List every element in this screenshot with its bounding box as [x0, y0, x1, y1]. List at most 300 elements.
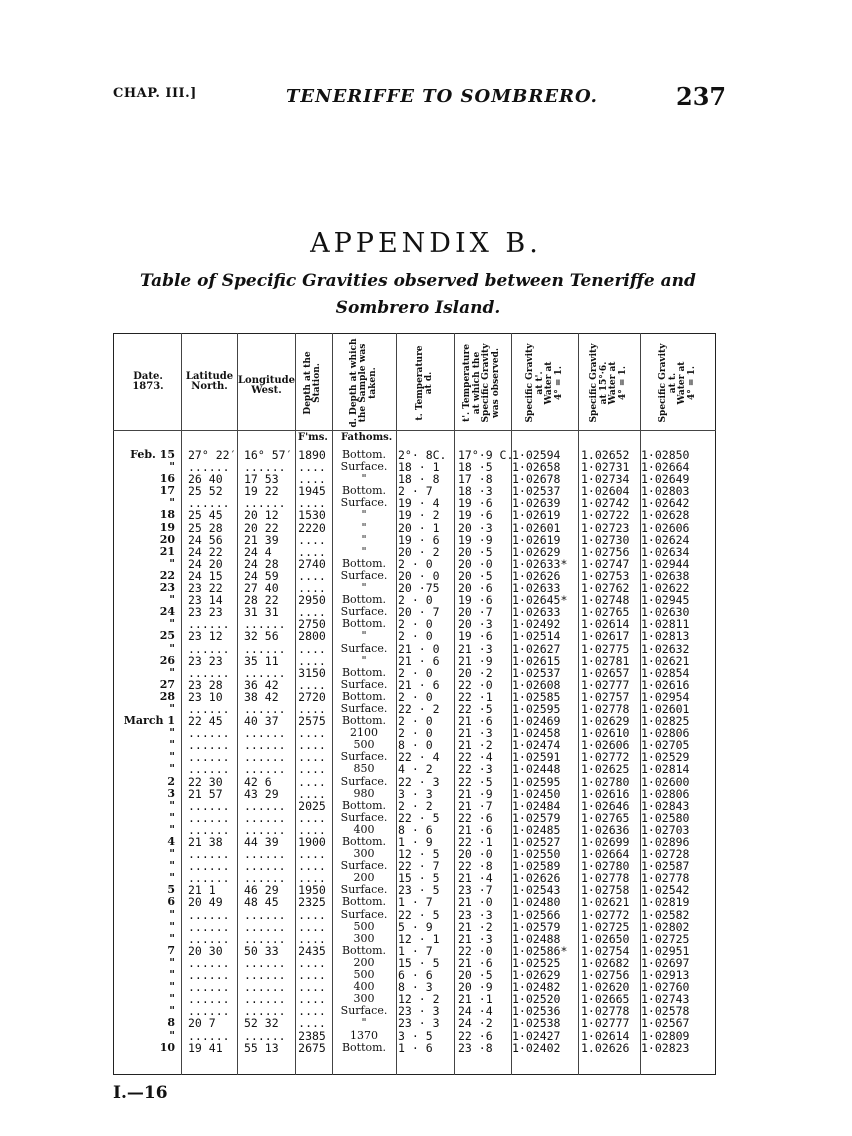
cell-temperature: 3 · 3: [398, 786, 433, 801]
cell-sg-at-15: 1·02756: [581, 968, 630, 983]
cell-temperature: 19 · 2: [398, 508, 440, 523]
cell-date: 3: [167, 786, 175, 800]
cell-temperature: 8 · 0: [398, 738, 433, 753]
cell-obs-temperature: 24 ·2: [458, 1016, 493, 1031]
cell-sample-depth: Bottom.: [341, 798, 387, 812]
cell-sg-at-t: 1·02628: [641, 508, 690, 523]
cell-temperature: 23 · 5: [398, 883, 440, 898]
cell-sg-at-t-prime: 1·02482: [512, 980, 561, 995]
cell-longitude: 21 39: [244, 532, 279, 547]
cell-sg-at-t-prime: 1·02629: [512, 544, 561, 559]
cell-sg-at-t-prime: 1·02619: [512, 508, 561, 523]
cell-longitude: 28 22: [244, 593, 279, 608]
cell-date: ": [169, 871, 175, 885]
cell-obs-temperature: 19 ·6: [458, 629, 493, 644]
signature-mark: I.—16: [113, 1083, 168, 1103]
cell-sg-at-t-prime: 1·02538: [512, 1016, 561, 1031]
cell-sg-at-t-prime: 1·02594: [512, 448, 561, 462]
cell-latitude: 25 52: [188, 484, 223, 499]
cell-date: ": [169, 641, 175, 655]
cell-depth: ....: [298, 992, 326, 1007]
cell-latitude: 21 38: [188, 835, 223, 849]
cell-sg-at-t: 1·02587: [641, 859, 690, 874]
cell-latitude: ......: [188, 847, 230, 862]
cell-date: 20: [159, 532, 175, 546]
cell-sg-at-15: 1·02765: [581, 605, 630, 620]
cell-depth: 2675: [298, 1040, 326, 1055]
cell-date: ": [169, 556, 175, 570]
cell-sample-depth: ": [361, 520, 367, 534]
cell-sample-depth: ": [361, 472, 367, 486]
cell-longitude: 46 29: [244, 883, 279, 898]
cell-latitude: 22 45: [188, 714, 223, 729]
cell-sg-at-t: 1·02803: [641, 484, 690, 499]
cell-longitude: ......: [244, 810, 286, 825]
cell-depth: ....: [298, 774, 326, 789]
cell-longitude: ......: [244, 919, 286, 934]
cell-obs-temperature: 20 ·6: [458, 581, 493, 596]
cell-latitude: 23 10: [188, 689, 223, 704]
cell-sg-at-t-prime: 1·02619: [512, 532, 561, 547]
cell-sg-at-t: 1·02813: [641, 629, 690, 644]
cell-sg-at-t: 1·02728: [641, 847, 690, 862]
header-sg-t-prime: Specific Gravity at t'. Water at 4° = 1.: [525, 343, 564, 423]
cell-temperature: 22 · 3: [398, 774, 440, 789]
cell-depth: ....: [298, 822, 326, 837]
cell-date: 27: [159, 677, 175, 691]
cell-depth: ....: [298, 980, 326, 995]
cell-date: ": [169, 822, 175, 836]
cell-date: 5: [167, 883, 175, 897]
cell-latitude: 23 28: [188, 677, 223, 692]
cell-sg-at-15: 1·02730: [581, 532, 630, 547]
cell-sample-depth: Surface.: [340, 460, 388, 474]
cell-sg-at-t: 1·02854: [641, 665, 690, 680]
cell-depth: 2025: [298, 798, 326, 813]
cell-sg-at-15: 1·02625: [581, 762, 630, 777]
header-latitude: Latitude North.: [185, 371, 234, 392]
cell-sg-at-t: 1·02819: [641, 895, 690, 910]
cell-date: ": [169, 1004, 175, 1018]
cell-temperature: 19 · 4: [398, 496, 440, 511]
cell-latitude: ......: [188, 1004, 230, 1019]
appendix-title: APPENDIX B.: [310, 228, 542, 259]
cell-sg-at-t: 1·02802: [641, 919, 690, 934]
cell-date: 25: [159, 629, 175, 643]
cell-latitude: 24 20: [188, 556, 223, 571]
cell-sample-depth: Surface.: [340, 568, 388, 582]
cell-sg-at-t: 1·02705: [641, 738, 690, 753]
cell-longitude: ......: [244, 641, 286, 656]
cell-sg-at-t: 1·02621: [641, 653, 690, 668]
cell-sg-at-t-prime: 1·02474: [512, 738, 561, 753]
cell-sg-at-t-prime: 1·02601: [512, 520, 561, 535]
cell-depth: 3150: [298, 665, 326, 680]
cell-date: ": [169, 859, 175, 873]
cell-sample-depth: 500: [353, 738, 375, 752]
cell-latitude: ......: [188, 617, 230, 632]
cell-sample-depth: Surface.: [340, 750, 388, 764]
cell-obs-temperature: 22 ·1: [458, 835, 493, 849]
cell-sample-depth: Surface.: [340, 774, 388, 788]
cell-sample-depth: ": [361, 629, 367, 643]
cell-obs-temperature: 21 ·3: [458, 931, 493, 946]
cell-sample-depth: Bottom.: [341, 895, 387, 909]
cell-date: ": [169, 907, 175, 921]
cell-sg-at-t: 1·02843: [641, 798, 690, 813]
cell-temperature: 2 · 0: [398, 689, 433, 704]
cell-latitude: 20 30: [188, 943, 223, 958]
cell-latitude: ......: [188, 919, 230, 934]
cell-sg-at-15: 1·02778: [581, 871, 630, 886]
cell-date: 6: [167, 895, 175, 909]
cell-date: ": [169, 847, 175, 861]
cell-temperature: 18 · 8: [398, 472, 440, 487]
cell-latitude: ......: [188, 968, 230, 983]
cell-sg-at-15: 1·02620: [581, 980, 630, 995]
cell-obs-temperature: 17 ·8: [458, 472, 493, 487]
cell-longitude: ......: [244, 460, 286, 475]
cell-sg-at-15: 1·02772: [581, 750, 630, 765]
column-divider: [396, 333, 397, 1075]
cell-sg-at-15: 1·02780: [581, 774, 630, 789]
cell-longitude: ......: [244, 617, 286, 632]
cell-obs-temperature: 20 ·5: [458, 568, 493, 583]
cell-sg-at-t-prime: 1·02626: [512, 871, 561, 886]
cell-longitude: ......: [244, 798, 286, 813]
cell-depth: ....: [298, 907, 326, 922]
cell-latitude: 21 1: [188, 883, 216, 898]
cell-depth: 1945: [298, 484, 326, 499]
cell-date: ": [169, 931, 175, 945]
cell-sample-depth: Surface.: [340, 701, 388, 715]
cell-temperature: 18 · 1: [398, 460, 440, 475]
cell-sg-at-t-prime: 1·02658: [512, 460, 561, 475]
unit-d: Fathoms.: [341, 432, 393, 443]
cell-sg-at-t: 1·02809: [641, 1028, 690, 1043]
cell-longitude: ......: [244, 859, 286, 874]
cell-sample-depth: Bottom.: [341, 617, 387, 631]
running-title: TENERIFFE TO SOMBRERO.: [286, 86, 598, 107]
cell-depth: ....: [298, 859, 326, 874]
cell-sg-at-15: 1·02758: [581, 883, 630, 898]
cell-longitude: 16° 57′: [244, 448, 293, 462]
cell-temperature: 2 · 7: [398, 484, 433, 499]
cell-sg-at-t: 1·02630: [641, 605, 690, 620]
cell-latitude: 24 15: [188, 568, 223, 583]
cell-temperature: 15 · 5: [398, 871, 440, 886]
cell-temperature: 3 · 5: [398, 1028, 433, 1043]
cell-sg-at-15: 1·02722: [581, 508, 630, 523]
cell-sg-at-15: 1·02756: [581, 544, 630, 559]
cell-sample-depth: 850: [353, 762, 375, 776]
cell-sg-at-t-prime: 1·02678: [512, 472, 561, 487]
cell-depth: ....: [298, 786, 326, 801]
cell-longitude: ......: [244, 847, 286, 862]
cell-sg-at-15: 1·02762: [581, 581, 630, 596]
cell-sample-depth: Surface.: [340, 883, 388, 897]
cell-sg-at-t-prime: 1·02480: [512, 895, 561, 910]
cell-sample-depth: ": [361, 508, 367, 522]
cell-sg-at-t: 1·02622: [641, 581, 690, 596]
cell-obs-temperature: 22 ·0: [458, 677, 493, 692]
cell-sg-at-t-prime: 1·02450: [512, 786, 561, 801]
cell-longitude: 31 31: [244, 605, 279, 620]
cell-sample-depth: Surface.: [340, 496, 388, 510]
cell-sg-at-t-prime: 1·02608: [512, 677, 561, 692]
cell-temperature: 23 · 3: [398, 1016, 440, 1031]
cell-sg-at-t-prime: 1·02586*: [512, 943, 568, 958]
cell-sg-at-t-prime: 1·02615: [512, 653, 561, 668]
cell-obs-temperature: 22 ·4: [458, 750, 493, 765]
cell-sg-at-15: 1·02616: [581, 786, 630, 801]
cell-sg-at-15: 1·02731: [581, 460, 630, 475]
cell-obs-temperature: 19 ·6: [458, 593, 493, 608]
cell-sg-at-t: 1·02945: [641, 593, 690, 608]
cell-sg-at-t: 1·02632: [641, 641, 690, 656]
cell-obs-temperature: 17°·9 C.: [458, 448, 514, 462]
cell-sg-at-t: 1·02703: [641, 822, 690, 837]
cell-sg-at-t: 1·02567: [641, 1016, 690, 1031]
cell-sg-at-t: 1·02814: [641, 762, 690, 777]
cell-sg-at-t-prime: 1·02550: [512, 847, 561, 862]
cell-sg-at-t-prime: 1·02633: [512, 605, 561, 620]
cell-date: ": [169, 955, 175, 969]
cell-sg-at-15: 1·02775: [581, 641, 630, 656]
cell-sample-depth: Surface.: [340, 677, 388, 691]
cell-longitude: 43 29: [244, 786, 279, 801]
cell-longitude: ......: [244, 980, 286, 995]
cell-temperature: 1 · 9: [398, 835, 433, 849]
cell-sg-at-15: 1·02754: [581, 943, 630, 958]
header-t-prime: t'. Temperature at which the Specific Gravity was observed.: [462, 343, 501, 423]
cell-latitude: 23 22: [188, 581, 223, 596]
cell-latitude: ......: [188, 992, 230, 1007]
cell-temperature: 2 · 0: [398, 617, 433, 632]
cell-sg-at-15: 1·02777: [581, 1016, 630, 1031]
cell-longitude: 20 12: [244, 508, 279, 523]
unit-depth: F'ms.: [298, 432, 328, 443]
cell-sample-depth: 200: [353, 871, 375, 885]
cell-longitude: 55 13: [244, 1040, 279, 1055]
cell-sg-at-t-prime: 1·02639: [512, 496, 561, 511]
cell-obs-temperature: 20 ·3: [458, 520, 493, 535]
cell-longitude: 40 37: [244, 714, 279, 729]
cell-sg-at-t: 1·02601: [641, 701, 690, 716]
cell-longitude: ......: [244, 871, 286, 886]
cell-sg-at-t-prime: 1·02525: [512, 955, 561, 970]
cell-date: 23: [159, 581, 175, 595]
cell-latitude: 26 40: [188, 472, 223, 487]
cell-sg-at-15: 1·02650: [581, 931, 630, 946]
cell-longitude: ......: [244, 968, 286, 983]
cell-sg-at-t-prime: 1·02585: [512, 689, 561, 704]
cell-date: ": [169, 460, 175, 474]
cell-sg-at-t-prime: 1·02579: [512, 919, 561, 934]
cell-sample-depth: Bottom.: [341, 448, 387, 461]
cell-latitude: ......: [188, 955, 230, 970]
cell-sg-at-t: 1·02664: [641, 460, 690, 475]
cell-date: ": [169, 665, 175, 679]
cell-sg-at-t-prime: 1·02484: [512, 798, 561, 813]
cell-obs-temperature: 21 ·0: [458, 895, 493, 910]
cell-temperature: 2 · 2: [398, 798, 433, 813]
cell-sample-depth: Surface.: [340, 641, 388, 655]
cell-sg-at-t: 1·02697: [641, 955, 690, 970]
cell-temperature: 19 · 6: [398, 532, 440, 547]
cell-sg-at-t-prime: 1·02543: [512, 883, 561, 898]
cell-latitude: 23 23: [188, 605, 223, 620]
cell-depth: 2750: [298, 617, 326, 632]
cell-sg-at-15: 1.02626: [581, 1040, 630, 1055]
cell-date: ": [169, 593, 175, 607]
cell-date: ": [169, 980, 175, 994]
cell-temperature: 15 · 5: [398, 955, 440, 970]
cell-latitude: 23 12: [188, 629, 223, 644]
cell-obs-temperature: 20 ·5: [458, 968, 493, 983]
cell-latitude: ......: [188, 460, 230, 475]
cell-latitude: ......: [188, 665, 230, 680]
cell-latitude: ......: [188, 641, 230, 656]
cell-temperature: 23 · 3: [398, 1004, 440, 1019]
cell-obs-temperature: 21 ·3: [458, 726, 493, 741]
cell-temperature: 20 · 7: [398, 605, 440, 620]
cell-obs-temperature: 19 ·6: [458, 508, 493, 523]
cell-sg-at-t-prime: 1·02458: [512, 726, 561, 741]
cell-sg-at-15: 1·02610: [581, 726, 630, 741]
cell-latitude: ......: [188, 701, 230, 716]
cell-sample-depth: ": [361, 653, 367, 667]
cell-depth: ....: [298, 1004, 326, 1019]
cell-obs-temperature: 21 ·6: [458, 714, 493, 729]
cell-longitude: 24 4: [244, 544, 272, 559]
cell-latitude: ......: [188, 810, 230, 825]
cell-sg-at-15: 1·02636: [581, 822, 630, 837]
header-date: Date. 1873.: [132, 371, 164, 392]
cell-sg-at-t-prime: 1·02536: [512, 1004, 561, 1019]
cell-sample-depth: ": [361, 1016, 367, 1030]
cell-sg-at-t-prime: 1·02595: [512, 774, 561, 789]
cell-sample-depth: 300: [353, 847, 375, 861]
cell-date: ": [169, 496, 175, 510]
cell-obs-temperature: 23 ·8: [458, 1040, 493, 1055]
page-number: 237: [676, 82, 727, 111]
cell-depth: 2800: [298, 629, 326, 644]
chapter-label: CHAP. III.]: [113, 86, 197, 101]
cell-temperature: 21 · 0: [398, 641, 440, 656]
cell-longitude: 44 39: [244, 835, 279, 849]
cell-temperature: 2 · 0: [398, 556, 433, 571]
cell-longitude: 19 22: [244, 484, 279, 499]
cell-latitude: ......: [188, 980, 230, 995]
cell-sample-depth: 1370: [350, 1028, 378, 1042]
cell-temperature: 22 · 4: [398, 750, 440, 765]
cell-depth: ....: [298, 968, 326, 983]
cell-longitude: ......: [244, 907, 286, 922]
cell-temperature: 22 · 7: [398, 859, 440, 874]
cell-sg-at-15: 1·02765: [581, 810, 630, 825]
cell-latitude: 23 14: [188, 593, 223, 608]
cell-latitude: 27° 22′: [188, 448, 237, 462]
cell-sample-depth: Surface.: [340, 605, 388, 619]
cell-longitude: ......: [244, 822, 286, 837]
cell-depth: ....: [298, 738, 326, 753]
cell-sg-at-t-prime: 1·02633*: [512, 556, 568, 571]
cell-sg-at-t: 1·02778: [641, 871, 690, 886]
cell-date: ": [169, 1028, 175, 1042]
cell-longitude: ......: [244, 665, 286, 680]
cell-sg-at-t: 1·02529: [641, 750, 690, 765]
cell-obs-temperature: 21 ·2: [458, 738, 493, 753]
cell-sample-depth: Surface.: [340, 907, 388, 921]
cell-obs-temperature: 21 ·6: [458, 822, 493, 837]
cell-sg-at-t-prime: 1·02595: [512, 701, 561, 716]
cell-sg-at-15: 1·02780: [581, 859, 630, 874]
cell-obs-temperature: 24 ·4: [458, 1004, 493, 1019]
cell-longitude: ......: [244, 955, 286, 970]
cell-obs-temperature: 21 ·3: [458, 641, 493, 656]
cell-sg-at-15: 1·02699: [581, 835, 630, 849]
cell-sg-at-t: 1·02582: [641, 907, 690, 922]
cell-temperature: 1 · 7: [398, 895, 433, 910]
cell-sg-at-t: 1·02850: [641, 448, 690, 462]
cell-date: ": [169, 738, 175, 752]
cell-obs-temperature: 22 ·3: [458, 762, 493, 777]
cell-depth: ....: [298, 810, 326, 825]
cell-sample-depth: ": [361, 544, 367, 558]
cell-sample-depth: Bottom.: [341, 943, 387, 957]
cell-date: ": [169, 968, 175, 982]
cell-sg-at-15: 1·02781: [581, 653, 630, 668]
cell-depth: 2720: [298, 689, 326, 704]
cell-sample-depth: 980: [353, 786, 375, 800]
cell-temperature: 21 · 6: [398, 653, 440, 668]
cell-depth: ....: [298, 653, 326, 668]
cell-temperature: 2°· 8C.: [398, 448, 447, 462]
cell-longitude: 20 22: [244, 520, 279, 535]
cell-sample-depth: 300: [353, 992, 375, 1006]
cell-longitude: 38 42: [244, 689, 279, 704]
cell-date: March 1: [123, 714, 175, 728]
cell-sg-at-t: 1·02606: [641, 520, 690, 535]
cell-temperature: 12 · 2: [398, 992, 440, 1007]
cell-sg-at-t-prime: 1·02448: [512, 762, 561, 777]
cell-depth: ....: [298, 1016, 326, 1031]
cell-sg-at-t: 1·02580: [641, 810, 690, 825]
cell-temperature: 22 · 5: [398, 907, 440, 922]
cell-temperature: 4 · 2: [398, 762, 433, 777]
cell-temperature: 20 · 0: [398, 568, 440, 583]
cell-obs-temperature: 22 ·5: [458, 701, 493, 716]
cell-date: 2: [167, 774, 175, 788]
cell-sample-depth: ": [361, 581, 367, 595]
cell-sg-at-15: 1·02657: [581, 665, 630, 680]
cell-sg-at-t: 1·02806: [641, 726, 690, 741]
cell-sample-depth: Bottom.: [341, 714, 387, 728]
cell-latitude: ......: [188, 798, 230, 813]
cell-latitude: ......: [188, 907, 230, 922]
cell-latitude: ......: [188, 726, 230, 741]
cell-depth: ....: [298, 641, 326, 656]
cell-temperature: 2 · 0: [398, 593, 433, 608]
cell-sg-at-15: 1·02629: [581, 714, 630, 729]
cell-obs-temperature: 20 ·7: [458, 605, 493, 620]
cell-sg-at-t-prime: 1·02589: [512, 859, 561, 874]
cell-temperature: 1 · 6: [398, 1040, 433, 1055]
cell-sg-at-15: 1·02614: [581, 617, 630, 632]
header-sg-15: Specific Gravity at 15°·6. Water at 4° = 1.: [589, 343, 628, 423]
cell-sample-depth: 400: [353, 980, 375, 994]
